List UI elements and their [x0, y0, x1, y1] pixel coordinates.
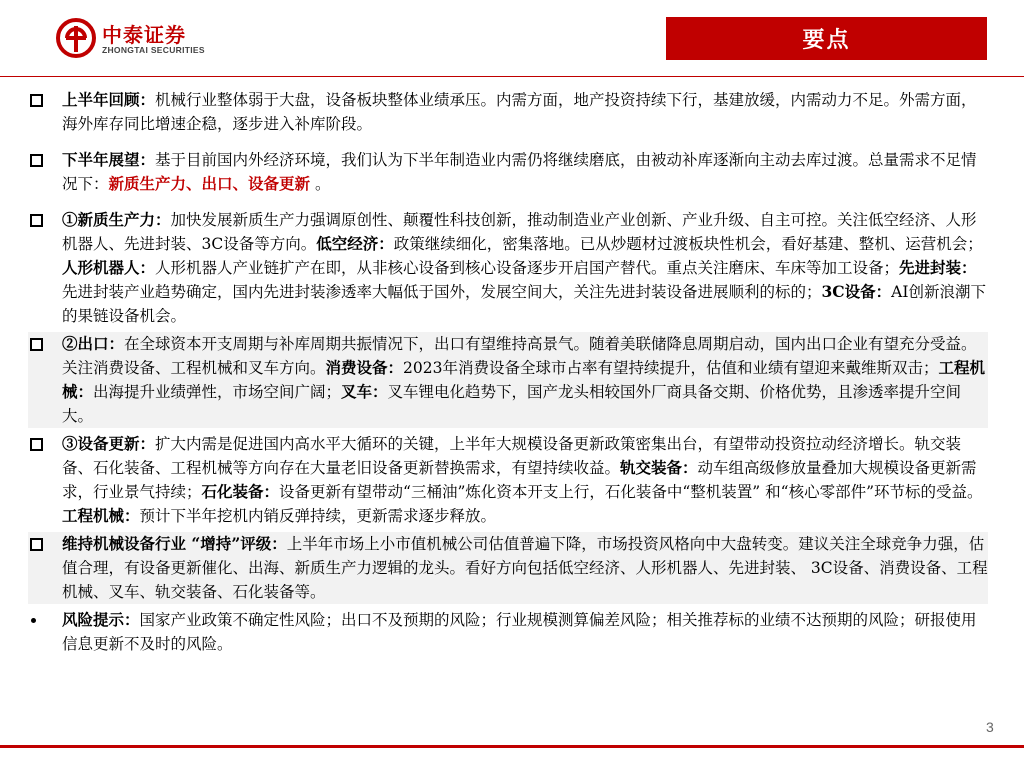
- footer-divider: [0, 745, 1024, 748]
- item-heading: 维持机械设备行业 “增持”评级：: [62, 534, 287, 553]
- subheading-construction-machinery: 工程机械：: [62, 358, 985, 401]
- list-item-new-productivity: [28, 208, 988, 328]
- item-text: AI创新浪潮下的果链设备机会。: [62, 283, 986, 325]
- checkbox-icon: [30, 438, 43, 451]
- logo-text-cn: 中泰证券: [102, 23, 186, 47]
- checkbox-icon: [30, 338, 43, 351]
- item-heading: ①新质生产力：: [62, 210, 171, 229]
- item-heading: 上半年回顾：: [62, 90, 156, 109]
- list-item-h1-review: [28, 88, 988, 136]
- item-heading: ②出口：: [62, 334, 125, 353]
- highlight-text: 新质生产力、出口、设备更新: [108, 174, 311, 193]
- subheading-construction-machinery: 工程机械：: [62, 506, 140, 525]
- list-item-h2-outlook: [28, 148, 988, 196]
- list-item-export: [28, 332, 988, 428]
- bullet-dot-icon: [31, 618, 36, 623]
- item-text: 出海提升业绩弹性，市场空间广阔；: [93, 383, 342, 401]
- item-text: 叉车锂电化趋势下，国产龙头相较国外厂商具备交期、价格优势，且渗透率提升空间大。: [62, 383, 962, 425]
- checkbox-icon: [30, 154, 43, 167]
- zhongtai-logo-icon: [56, 18, 96, 58]
- subheading-3c-equipment: 3C设备：: [821, 282, 892, 301]
- item-text: 扩大内需是促进国内高水平大循环的关键，上半年大规模设备更新政策密集出台，有望带动投资拉动经济增长。轨交装备、石化装备、工程机械等方向存在大量老旧设备更新替换需求，有望持续收益。: [62, 435, 962, 477]
- item-text: 2023年消费设备全球市占率有望持续提升，估值和业绩有望迎来戴维斯双击；: [403, 359, 939, 377]
- item-text: 动车组高级修放量叠加大规模设备更新需求，行业景气持续；: [62, 459, 977, 501]
- checkbox-icon: [30, 94, 43, 107]
- subheading-consumer-equipment: 消费设备：: [325, 358, 404, 377]
- company-logo: [56, 18, 216, 60]
- item-text: 人形机器人产业链扩产在即，从非核心设备到核心设备逐步开启国产替代。重点关注磨床、车床等加工设备；: [155, 259, 900, 277]
- subheading-forklift: 叉车：: [341, 382, 388, 401]
- list-item-risk: [28, 608, 988, 656]
- logo-text-en: ZHONGTAI SECURITIES: [102, 45, 205, 55]
- item-text: 在全球资本开支周期与补库周期共振情况下，出口有望维持高景气。随着美联储降息周期启动，国内出口企业有望充分受益。关注消费设备、工程机械和叉车方向。: [62, 335, 977, 377]
- page-number: 3: [986, 719, 994, 735]
- subheading-rail-equipment: 轨交装备：: [620, 458, 698, 477]
- item-text: 先进封装产业趋势确定，国内先进封装渗透率大幅低于国外，发展空间大，关注先进封装设备进展顺利的标的；: [62, 283, 822, 301]
- list-item-equipment-renewal: [28, 432, 988, 528]
- item-text: 机械行业整体弱于大盘，设备板块整体业绩承压。内需方面，地产投资持续下行，基建放缓，内需动力不足。外需方面，海外库存同比增速企稳，逐步进入补库阶段。: [62, 91, 977, 133]
- checkbox-icon: [30, 538, 43, 551]
- item-text: 基于目前国内外经济环境，我们认为下半年制造业内需仍将继续磨底，由被动补库逐渐向主动去库过渡。总量需求不足情况下：: [62, 151, 977, 193]
- subheading-humanoid-robot: 人形机器人：: [62, 258, 156, 277]
- item-text: 政策继续细化，密集落地。已从炒题材过渡板块性机会，看好基建、整机、运营机会；: [393, 235, 983, 253]
- subheading-low-altitude: 低空经济：: [316, 234, 394, 253]
- subheading-advanced-packaging: 先进封装：: [899, 258, 977, 277]
- item-text: 预计下半年挖机内销反弹持续，更新需求逐步释放。: [139, 507, 497, 525]
- header-divider: [0, 76, 1024, 77]
- list-item-rating: [28, 532, 988, 604]
- key-points-list: [28, 88, 988, 656]
- item-heading: 风险提示：: [62, 610, 140, 629]
- item-tail: 。: [314, 175, 331, 193]
- checkbox-icon: [30, 214, 43, 227]
- page-title: 要点: [666, 17, 987, 60]
- item-text: 上半年市场上小市值机械公司估值普遍下降，市场投资风格向中大盘转变。建议关注全球竞争力强，估值合理，有设备更新催化、出海、新质生产力逻辑的龙头。看好方向包括低空经济、人形机器人、先进封装、 3C设备、消费设备、工程机械、叉车、轨交装备、石化装备等。: [62, 535, 988, 601]
- subheading-petrochemical-equipment: 石化装备：: [201, 482, 280, 501]
- item-heading: 下半年展望：: [62, 150, 156, 169]
- item-heading: ③设备更新：: [62, 434, 156, 453]
- item-text: 国家产业政策不确定性风险；出口不及预期的风险；行业规模测算偏差风险；相关推荐标的业绩不达预期的风险；研报使用信息更新不及时的风险。: [62, 611, 977, 653]
- item-text: 加快发展新质生产力强调原创性、颠覆性科技创新，推动制造业产业创新、产业升级、自主可控。关注低空经济、人形机器人、先进封装、3C设备等方向。: [62, 211, 977, 253]
- item-text: 设备更新有望带动“三桶油”炼化资本开支上行，石化装备中“整机装置” 和“核心零部件”环节标的受益。: [279, 483, 983, 501]
